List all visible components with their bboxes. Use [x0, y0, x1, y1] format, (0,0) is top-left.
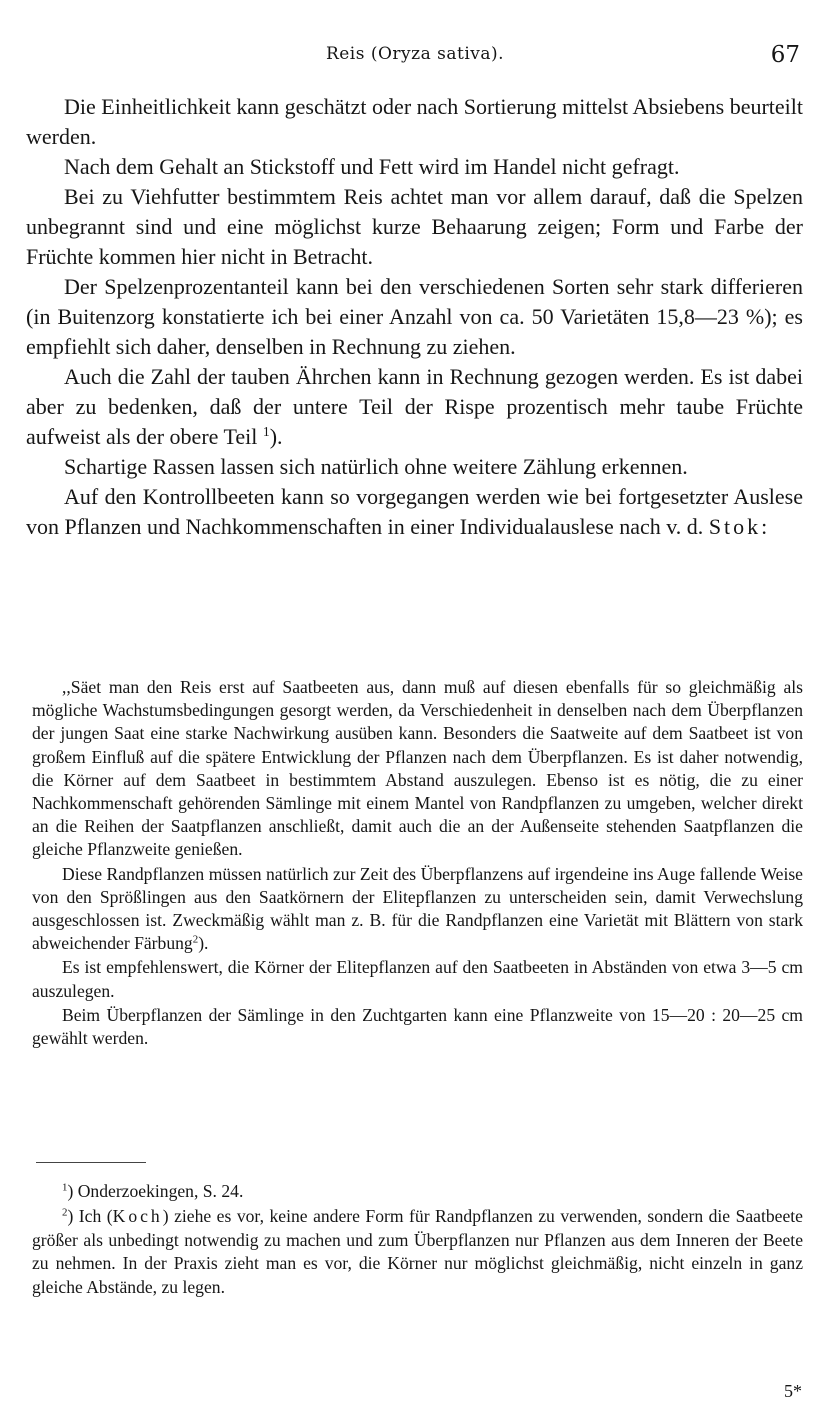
quote-end: ). [198, 933, 209, 954]
quote-paragraph-transplanting: Beim Überpflanzen der Sämlinge in den Zuchtgarten kann eine Pflanzweite von 15—20 : 20—25 cm gewählt werden. [32, 1004, 803, 1049]
quote-paragraph-spacing: Es ist empfehlenswert, die Körner der Elitepflanzen auf den Saatbeeten in Abständen von etwa 3—5 cm auszulegen. [32, 957, 803, 1001]
footnote-divider [36, 1162, 146, 1163]
paragraph-empty-spikelets [26, 362, 803, 452]
footnote-marker: 2 [62, 1206, 68, 1219]
paragraph-husk-percentage: Der Spelzenprozentanteil kann bei den verschiedenen Sorten sehr stark differieren (in Buitenzorg konstatierte ich bei einer Anzahl von ca. 50 Varietäten 15,8—23 %); es empfiehlt sich daher, denselben in Rechnung zu ziehen. [26, 274, 803, 359]
running-title: Reis (Oryza sativa). [325, 44, 505, 64]
paragraph-nitrogen-fat: Nach dem Gehalt an Stickstoff und Fett wird im Handel nicht gefragt. [64, 154, 680, 179]
main-text [26, 92, 803, 542]
author-name: Stok [708, 514, 762, 539]
paragraph-text: Auf den Kontrollbeeten kann so vorgegangen werden wie bei fortgesetzter Auslese von Pflanzen und Nachkommenschaften in einer Individualauslese nach v. d. [26, 484, 803, 539]
footnote-2 [32, 1205, 803, 1299]
footnote-reference[interactable]: 2 [192, 933, 199, 946]
paragraph-end: ). [269, 424, 283, 449]
footnote-reference[interactable]: 1 [262, 423, 270, 439]
paragraph-end: : [761, 514, 768, 539]
paragraph-fodder-rice: Bei zu Viehfutter bestimmtem Reis achtet man vor allem darauf, daß die Spelzen unbegrannt sind und eine möglichst kurze Behaarung zeigen; Form und Farbe der Früchte kommen hier nicht in Betracht. [26, 184, 803, 269]
paragraph-control-beds [26, 482, 803, 542]
quote-paragraph-border-plants [32, 863, 803, 956]
footnote-marker: 1 [62, 1181, 68, 1194]
footnote-1 [32, 1180, 803, 1203]
quote-text: Diese Randpflanzen müssen natürlich zur Zeit des Überpflanzens auf irgendeine ins Auge fallende Weise von den Sprößlingen aus den Saatkörnern der Elitepflanzen zu unterscheiden sein, damit Verwechslung ausgeschlossen ist. Zweckmäßig wählt man z. B. für die Randpflanzen eine Varietät mit Blättern von stark abweichender Färbung [32, 863, 803, 954]
page-number: 67 [770, 42, 800, 68]
footnote-text: ) ziehe es vor, keine andere Form für Randpflanzen zu verwenden, sondern die Saatbeete größer als unbedingt notwendig zu machen und zum Überpflanzen nur Pflanzen aus dem Inneren der Beete zu nehmen. In der Praxis zieht man es vor, die Körner nur möglichst gleichmäßig, nicht einzeln in ganz gleiche Abstände, zu legen. [32, 1206, 803, 1297]
paragraph-uniformity: Die Einheitlichkeit kann geschätzt oder nach Sortierung mittelst Absiebens beurteilt werden. [26, 94, 803, 149]
block-quote [32, 676, 803, 1050]
quote-paragraph-seedbeds: ,,Säet man den Reis erst auf Saatbeeten aus, dann muß auf diesen ebenfalls für so gleichmäßig als mögliche Wachstumsbedingungen gesorgt werden, da Verschiedenheit in denselben nach dem Überpflanzen der jungen Saat eine starke Nachwirkung ausüben kann. Besonders die Saatweite auf dem Saatbeet ist von großem Einfluß auf die spätere Entwicklung der Pflanzen nach dem Überpflanzen. Es ist daher notwendig, die Körner auf dem Saatbeet in bestimmtem Abstand auszulegen. Ebenso ist es nötig, die zu einer Nachkommenschaft gehörenden Sämlinge mit einem Mantel von Randpflanzen zu umgeben, welcher direkt an die Reihen der Saatpflanzen anschließt, damit auch die an der Außenseite stehenden Saatpflanzen die gleiche Pflanzweite genießen. [32, 677, 803, 860]
page-header [0, 40, 830, 80]
footnotes [32, 1180, 803, 1299]
footnote-text: ) Onderzoekingen, S. 24. [67, 1181, 244, 1201]
paragraph-text: Auch die Zahl der tauben Ährchen kann in Rechnung gezogen werden. Es ist dabei aber zu bedenken, daß der untere Teil der Rispe prozentisch mehr taube Früchte aufweist als der obere Teil [26, 364, 803, 449]
author-name: Koch [112, 1206, 163, 1227]
footnote-prefix: ) Ich ( [67, 1206, 113, 1227]
signature-mark: 5* [784, 1381, 802, 1401]
paragraph-notched-races: Schartige Rassen lassen sich natürlich ohne weitere Zählung erkennen. [64, 454, 688, 479]
